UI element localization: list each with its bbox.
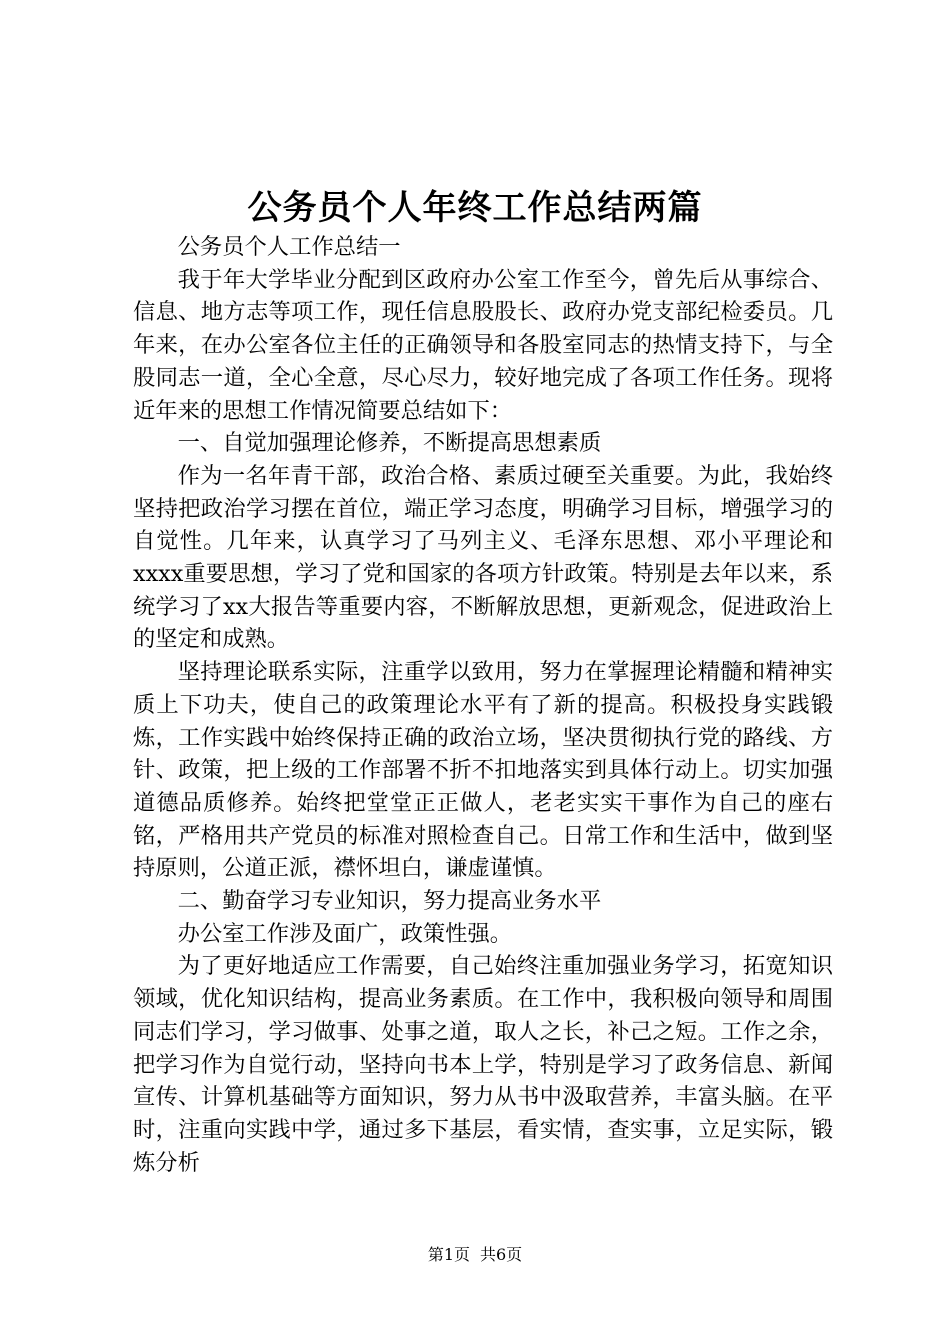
paragraph-heading: 一、自觉加强理论修养，不断提高思想素质: [177, 430, 602, 457]
document-body: [133, 231, 833, 1179]
paragraph: 坚持理论联系实际，注重学以致用，努力在掌握理论精髓和精神实质上下功夫，使自己的政策理论水平有了新的提高。积极投身实践锻炼，工作实践中始终保持正确的政治立场，坚决贯彻执行党的路线、方针、政策，把上级的工作部署不折不扣地落实到具体行动上。切实加强道德品质修养。始终把堂堂正正做人，老老实实干事作为自己的座右铭，严格用共产党员的标准对照检查自己。日常工作和生活中，做到坚持原则，公道正派，襟怀坦白，谦虚谨慎。: [133, 659, 833, 882]
paragraph: 办公室工作涉及面广，政策性强。: [177, 920, 513, 947]
page-number-total: 共6页: [480, 1245, 523, 1264]
paragraph-section-heading: 公务员个人工作总结一: [177, 234, 401, 260]
document-title: 公务员个人年终工作总结两篇: [247, 188, 703, 228]
paragraph-heading: 二、勤奋学习专业知识，努力提高业务水平: [177, 888, 602, 915]
paragraph: 我于年大学毕业分配到区政府办公室工作至今，曾先后从事综合、信息、地方志等项工作，现任信息股股长、政府办党支部纪检委员。几年来，在办公室各位主任的正确领导和各股室同志的热情支持下，与全股同志一道，全心全意，尽心尽力，较好地完成了各项工作任务。现将近年来的思想工作情况简要总结如下：: [133, 266, 833, 424]
page-number-current: 第1页: [427, 1245, 470, 1264]
paragraph: 为了更好地适应工作需要，自己始终注重加强业务学习，拓宽知识领域，优化知识结构，提高业务素质。在工作中，我积极向领导和周围同志们学习，学习做事、处事之道，取人之长，补己之短。工作之余，把学习作为自觉行动，坚持向书本上学，特别是学习了政务信息、新闻宣传、计算机基础等方面知识，努力从书中汲取营养，丰富头脑。在平时，注重向实践中学，通过多下基层，看实情，查实事，立足实际，锻炼分析: [133, 953, 833, 1176]
page-footer: [0, 1243, 950, 1267]
paragraph: 作为一名年青干部，政治合格、素质过硬至关重要。为此，我始终坚持把政治学习摆在首位，端正学习态度，明确学习目标，增强学习的自觉性。几年来，认真学习了马列主义、毛泽东思想、邓小平理论和xxxx重要思想，学习了党和国家的各项方针政策。特别是去年以来，系统学习了xx大报告等重要内容，不断解放思想，更新观念，促进政治上的坚定和成熟。: [133, 462, 833, 653]
